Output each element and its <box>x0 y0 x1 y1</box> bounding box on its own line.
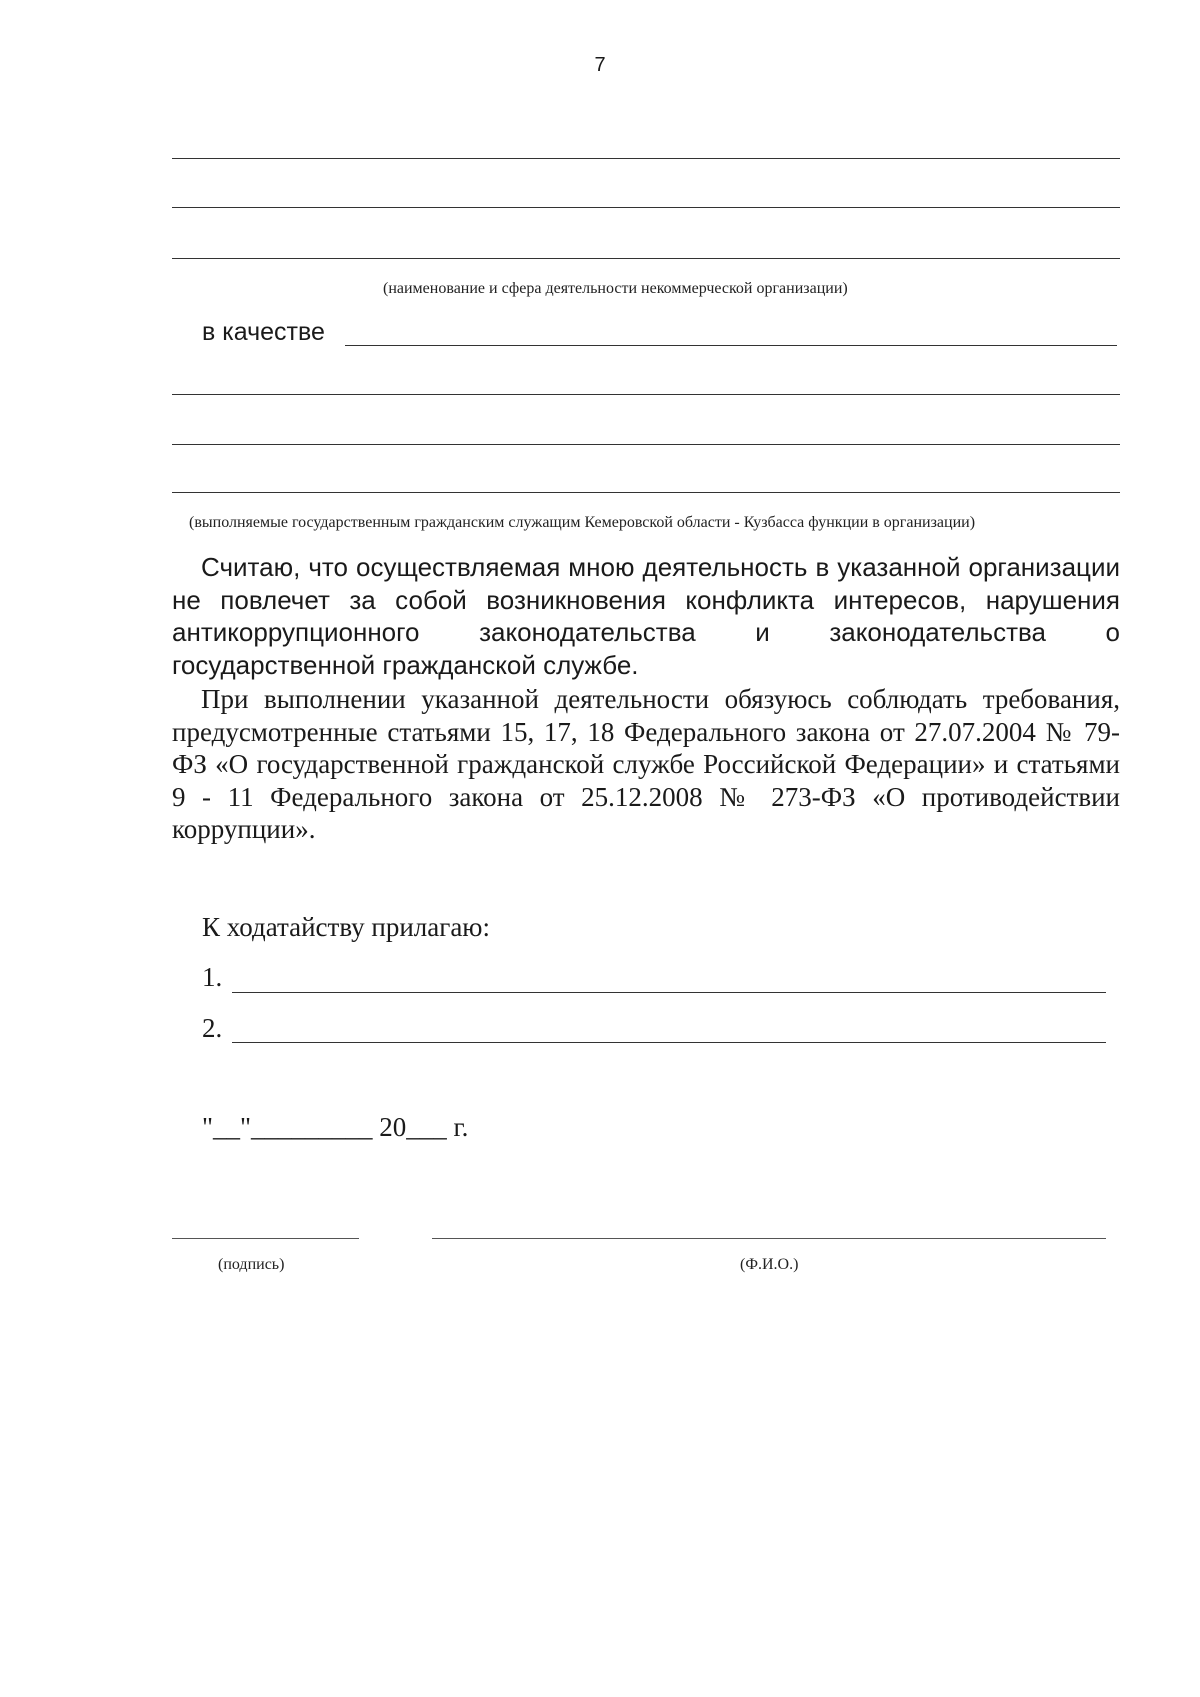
functions-caption: (выполняемые государственным гражданским служащим Кемеровской области - Кузбасса функции в организации) <box>189 514 976 531</box>
as-label: в качестве <box>202 318 325 346</box>
attachments-title: К ходатайству прилагаю: <box>202 912 490 942</box>
org-name-line-1[interactable] <box>172 158 1120 159</box>
as-role-line[interactable] <box>345 345 1117 346</box>
functions-line-1[interactable] <box>172 394 1120 395</box>
page-number: 7 <box>594 54 606 76</box>
functions-line-2[interactable] <box>172 444 1120 445</box>
attachment-1-label: 1. <box>202 962 223 992</box>
attachment-2-label: 2. <box>202 1013 223 1043</box>
attachment-1-line[interactable] <box>232 992 1106 993</box>
attachment-2-line[interactable] <box>232 1042 1106 1043</box>
signature-line[interactable] <box>172 1238 359 1239</box>
org-caption: (наименование и сфера деятельности некоммерческой организации) <box>383 280 848 297</box>
name-line[interactable] <box>432 1238 1106 1239</box>
paragraph-declaration: Считаю, что осуществляемая мною деятельность в указанной организации не повлечет за собой возникновения конфликта интересов, нарушения антикоррупционного законодательства и законодательства о государственной гражданской службе. <box>172 552 1120 680</box>
functions-line-3[interactable] <box>172 492 1120 493</box>
date-line[interactable]: "__"_________ 20___ г. <box>202 1112 469 1142</box>
org-name-line-2[interactable] <box>172 207 1120 208</box>
paragraph-obligation: При выполнении указанной деятельности обязуюсь соблюдать требования, предусмотренные статьями 15, 17, 18 Федерального закона от 27.07.2004 № 79-ФЗ «О государственной гражданской службе Российской Федерации» и статьями 9 - 11 Федерального закона от 25.12.2008 № 273-ФЗ «О противодействии коррупции». <box>172 684 1120 844</box>
signature-caption: (подпись) <box>218 1256 285 1273</box>
name-caption: (Ф.И.О.) <box>740 1256 799 1273</box>
org-name-line-3[interactable] <box>172 258 1120 259</box>
